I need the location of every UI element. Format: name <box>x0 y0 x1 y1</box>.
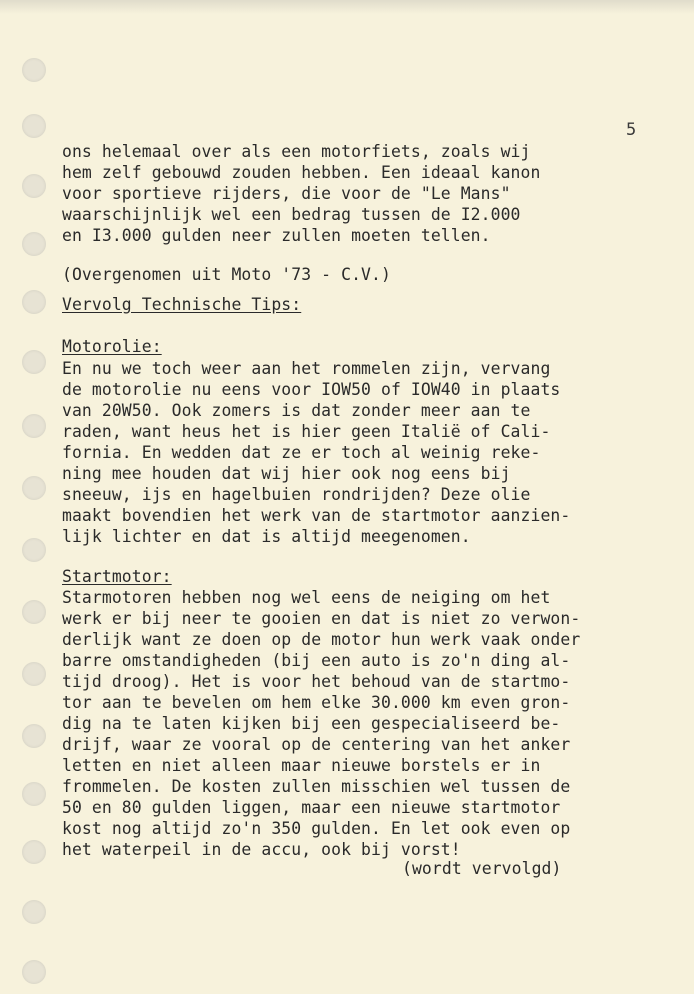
startmotor-line: barre omstandigheden (bij een auto is zo'n ding al- <box>62 651 571 670</box>
motorolie-line: En nu we toch weer aan het rommelen zijn, vervang <box>62 359 551 378</box>
startmotor-line: frommelen. De kosten zullen misschien wel tussen de <box>62 777 571 796</box>
motorolie-line: lijk lichter en dat is altijd meegenomen. <box>62 527 471 546</box>
binder-hole <box>22 350 46 374</box>
binder-hole <box>22 476 46 500</box>
startmotor-line: het waterpeil in de accu, ook bij vorst! <box>62 840 461 859</box>
binder-hole <box>22 662 46 686</box>
binder-hole <box>22 414 46 438</box>
startmotor-line: werk er bij neer te gooien en dat is niet zo verwon- <box>62 609 581 628</box>
startmotor-heading: Startmotor: <box>62 567 172 586</box>
motorolie-line: raden, want heus het is hier geen Italië of Cali- <box>62 422 551 441</box>
motorolie-line: sneeuw, ijs en hagelbuien rondrijden? Deze olie <box>62 485 531 504</box>
binder-hole <box>22 782 46 806</box>
startmotor-line: derlijk want ze doen op de motor hun werk vaak onder <box>62 630 581 649</box>
intro-line: ons helemaal over als een motorfiets, zoals wij <box>62 142 531 161</box>
intro-line: voor sportieve rijders, die voor de "Le Mans" <box>62 184 511 203</box>
intro-line: en I3.000 gulden neer zullen moeten tellen. <box>62 226 491 245</box>
startmotor-line: letten en niet alleen maar nieuwe borstels er in <box>62 756 541 775</box>
intro-line: hem zelf gebouwd zouden hebben. Een ideaal kanon <box>62 163 541 182</box>
startmotor-line: kost nog altijd zo'n 350 gulden. En let ook even op <box>62 819 571 838</box>
startmotor-line: tor aan te bevelen om hem elke 30.000 km even gron- <box>62 693 571 712</box>
binder-hole <box>22 290 46 314</box>
binder-hole <box>22 538 46 562</box>
binder-hole <box>22 232 46 256</box>
page-top-edge <box>0 0 694 14</box>
startmotor-line: drijf, waar ze vooral op de centering van het anker <box>62 735 571 754</box>
motorolie-line: maakt bovendien het werk van de startmotor aanzien- <box>62 506 571 525</box>
binder-hole <box>22 960 46 984</box>
intro-line: waarschijnlijk wel een bedrag tussen de I2.000 <box>62 205 521 224</box>
source-note: (Overgenomen uit Moto '73 - C.V.) <box>62 265 391 284</box>
binder-hole <box>22 900 46 924</box>
motorolie-line: de motorolie nu eens voor IOW50 of IOW40 in plaats <box>62 380 561 399</box>
page-number: 5 <box>626 120 637 140</box>
motorolie-line: fornia. En wedden dat ze er toch al weinig reke- <box>62 443 541 462</box>
binder-hole <box>22 840 46 864</box>
startmotor-line: 50 en 80 gulden liggen, maar een nieuwe startmotor <box>62 798 561 817</box>
startmotor-line: dig na te laten kijken bij een gespecialiseerd be- <box>62 714 561 733</box>
continuation-note: (wordt vervolgd) <box>402 859 562 878</box>
binder-hole <box>22 600 46 624</box>
binder-hole <box>22 58 46 82</box>
binder-hole <box>22 724 46 748</box>
motorolie-line: ning mee houden dat wij hier ook nog eens bij <box>62 464 511 483</box>
binder-hole <box>22 114 46 138</box>
section-title: Vervolg Technische Tips: <box>62 295 302 314</box>
motorolie-heading: Motorolie: <box>62 337 162 356</box>
binder-hole <box>22 174 46 198</box>
startmotor-line: Starmotoren hebben nog wel eens de neiging om het <box>62 588 551 607</box>
startmotor-line: tijd droog). Het is voor het behoud van de startmo- <box>62 672 571 691</box>
motorolie-line: van 20W50. Ook zomers is dat zonder meer aan te <box>62 401 531 420</box>
